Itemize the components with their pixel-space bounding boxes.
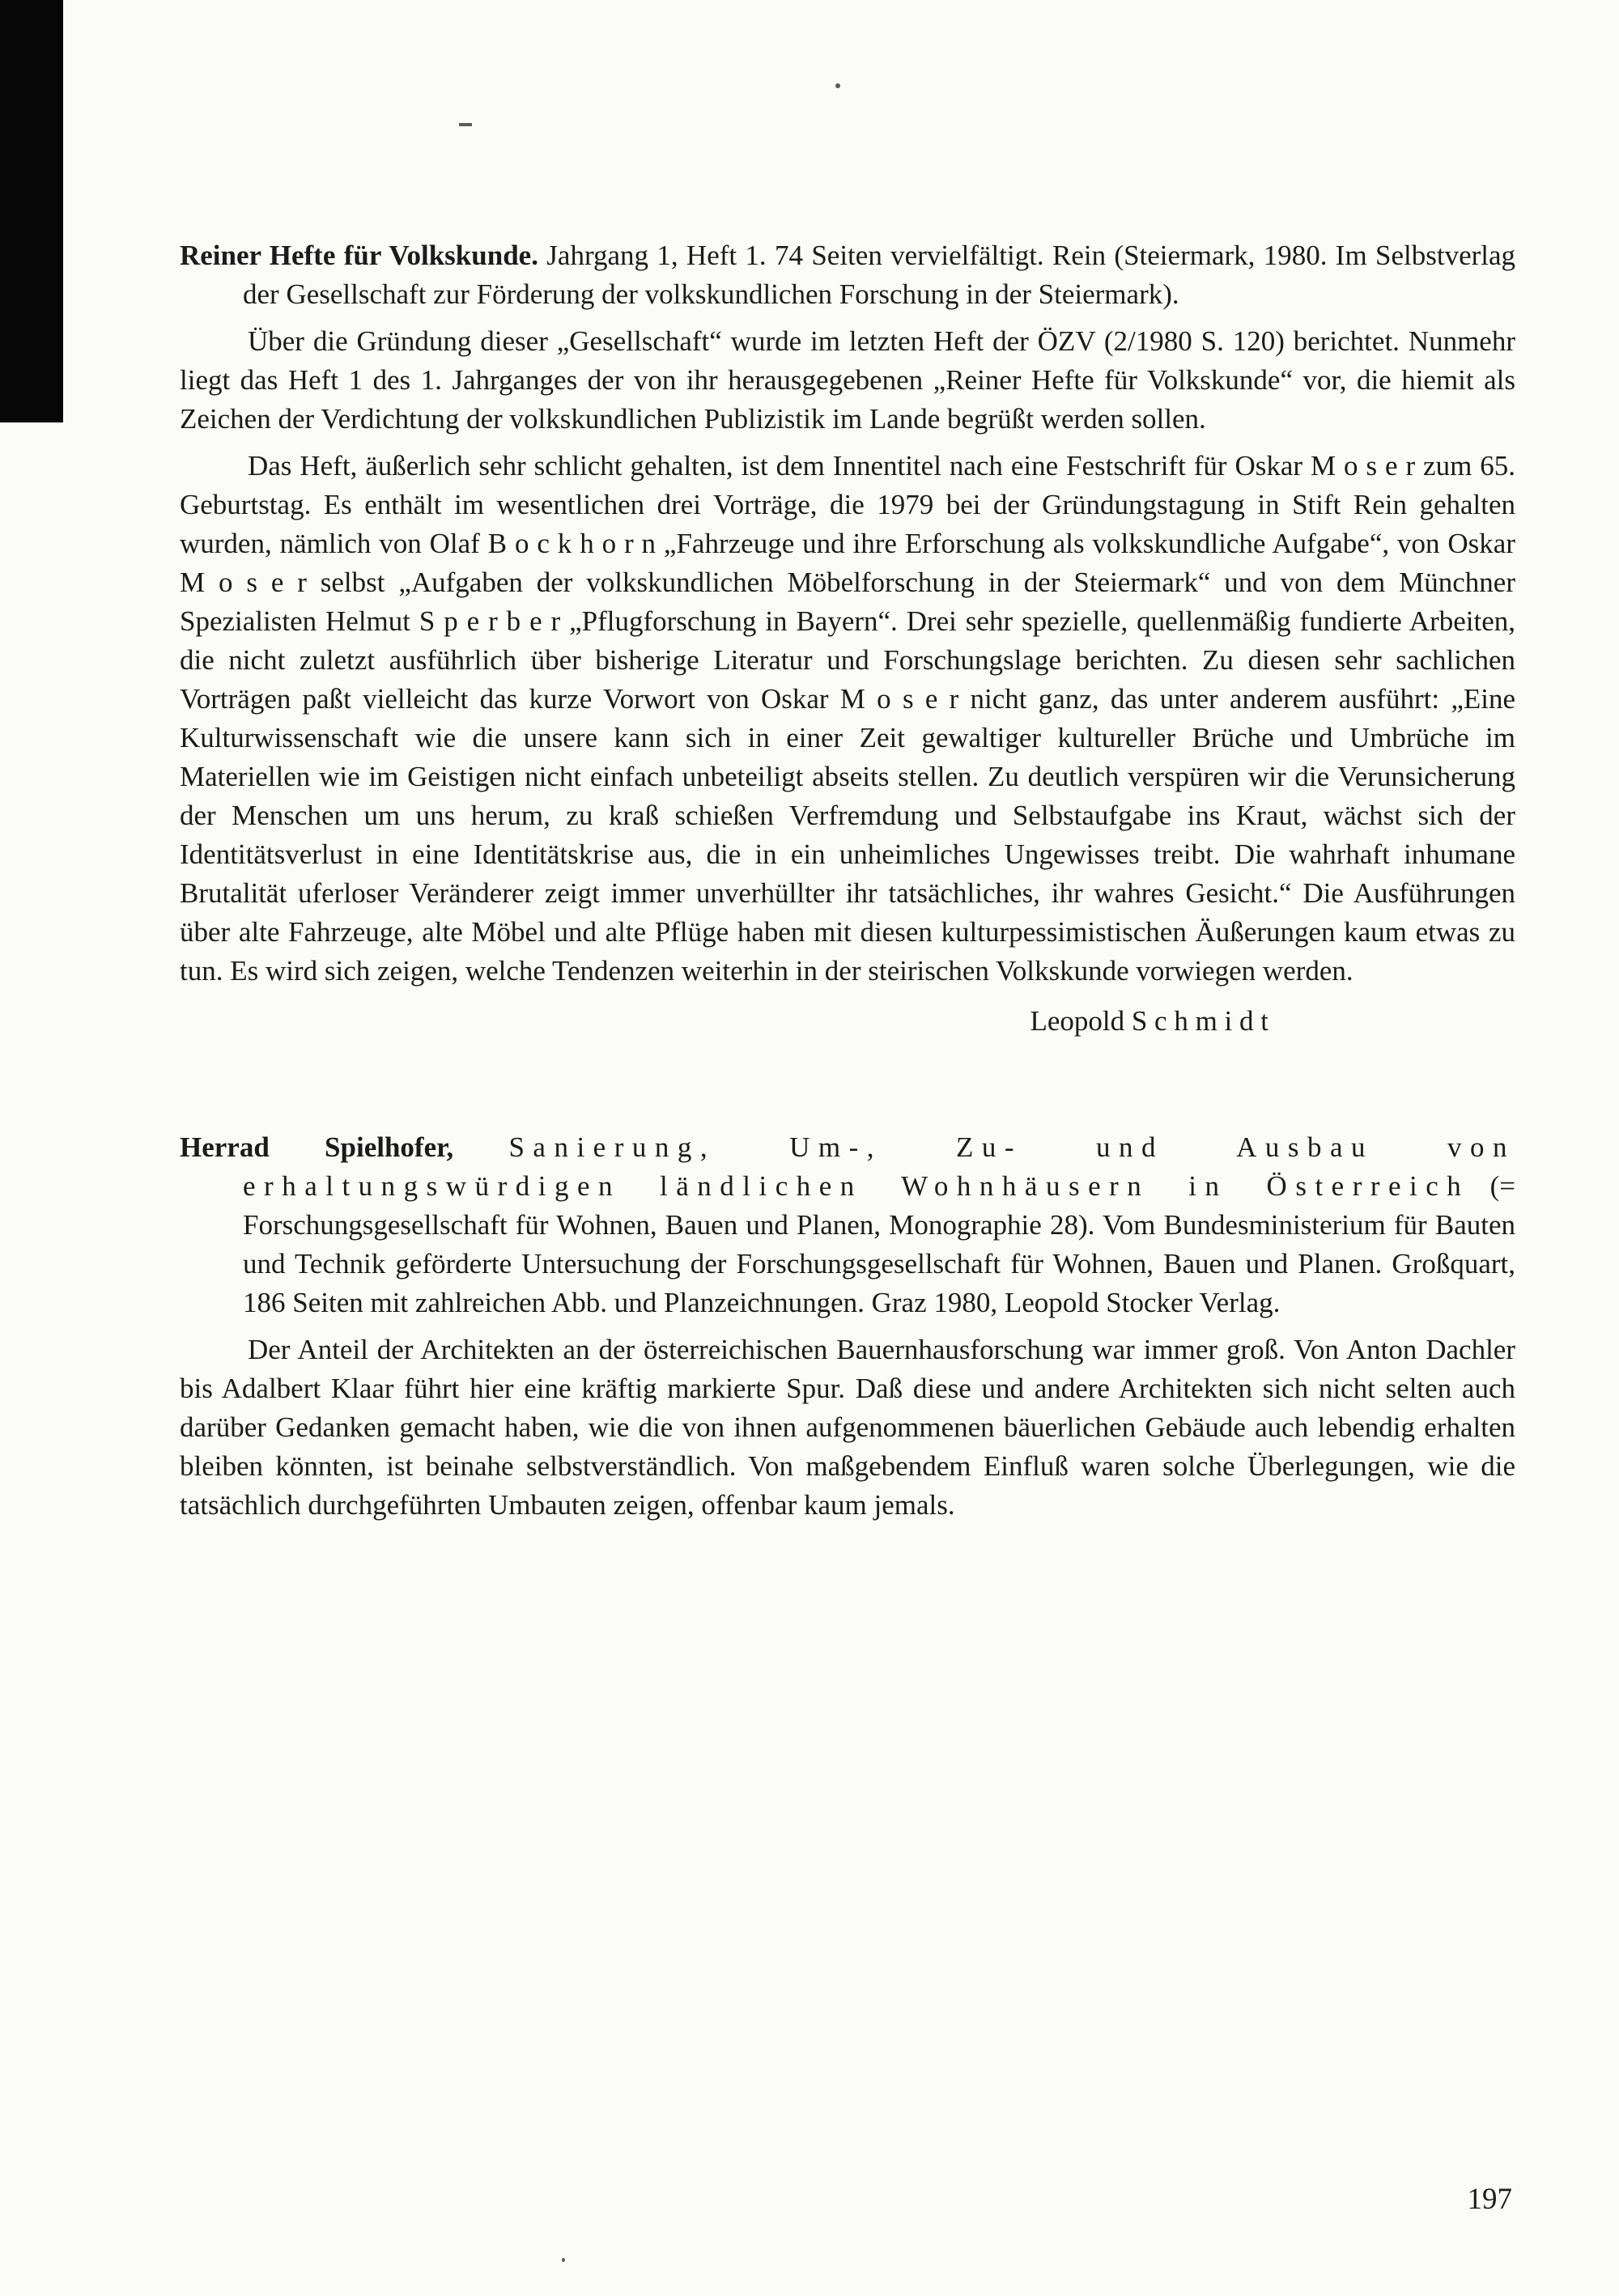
scan-speck xyxy=(562,2258,565,2262)
entry-author-bold: Herrad Spielhofer, xyxy=(180,1131,454,1163)
review-paragraph: Über die Gründung dieser „Gesellschaft“ wurde im letzten Heft der ÖZV (2/1980 S. 120) berichtet. Nunmehr liegt das Heft 1 des 1. Jahrganges der von ihr herausgegebenen „Reiner Hefte für Volkskunde“ vor, die hiemit als Zeichen der Verdichtung der volkskundlichen Publizistik im Lande begrüßt werden sollen. xyxy=(180,325,1515,435)
page-content xyxy=(180,236,1515,1525)
entry-details: Jahrgang 1, Heft 1. 74 Seiten vervielfältigt. Rein (Steiermark, 1980. Im Selbstverlag der Gesellschaft zur Förderung der volkskundlichen Forschung in der Steiermark). xyxy=(243,240,1516,310)
review-paragraph: Das Heft, äußerlich sehr schlicht gehalten, ist dem Innentitel nach eine Festschrift für Oskar M o s e r zum 65. Geburtstag. Es enthält im wesentlichen drei Vorträge, die 1979 bei der Gründungstagung in Stift Rein gehalten wurden, nämlich von Olaf B o c k h o r n „Fahrzeuge und ihre Erforschung als volkskundliche Aufgabe“, von Oskar M o s e r selbst „Aufgaben der volkskundlichen Möbelforschung in der Steiermark“ und von dem Münchner Spezialisten Helmut S p e r b e r „Pflugforschung in Bayern“. Drei sehr spezielle, quellenmäßig fundierte Arbeiten, die nicht zuletzt ausführlich über bisherige Literatur und Forschungslage berichten. Zu diesen sehr sachlichen Vorträgen paßt vielleicht das kurze Vorwort von Oskar M o s e r nicht ganz, das unter anderem ausführt: „Eine Kulturwissenschaft wie die unsere kann sich in einer Zeit gewaltiger kultureller Brüche und Umbrüche im Materiellen wie im Geistigen nicht einfach unbeteiligt abseits stellen. Zu deutlich verspüren wir die Verunsicherung der Menschen um uns herum, zu kraß schießen Verfremdung und Selbstaufgabe ins Kraut, wächst sich der Identitätsverlust in eine Identitätskrise aus, die in ein unheimliches Ungewisses treibt. Die wahrhaft inhumane Brutalität uferloser Veränderer zeigt immer unverhüllter ihr tatsächliches, ihr wahres Gesicht.“ Die Ausführungen über alte Fahrzeuge, alte Möbel und alte Pflüge haben mit diesen kulturpessimistischen Äußerungen kaum etwas zu tun. Es wird sich zeigen, welche Tendenzen weiterhin in der steirischen Volkskunde vorwiegen werden. xyxy=(180,450,1515,987)
bibliographic-heading xyxy=(180,1128,1515,1322)
review-paragraph: Der Anteil der Architekten an der österreichischen Bauernhausforschung war immer groß. Von Anton Dachler bis Adalbert Klaar führt hier eine kräftig markierte Spur. Daß diese und andere Architekten sich nicht selten auch darüber Gedanken gemacht haben, wie die von ihnen aufgenommenen bäuerlichen Gebäude auch lebendig erhalten bleiben könnten, ist beinahe selbstverständlich. Von maßgebendem Einfluß waren solche Überlegungen, wie die tatsächlich durchgeführten Umbauten zeigen, offenbar kaum jemals. xyxy=(180,1334,1515,1521)
bibliographic-heading xyxy=(180,236,1515,314)
page-number: 197 xyxy=(1467,2183,1512,2216)
scan-speck xyxy=(459,123,472,126)
scan-artifact-bar xyxy=(0,0,63,422)
entry-title-letterspaced: Sanierung, Um-, Zu- und Ausbau von erhaltungswürdigen ländlichen Wohnhäusern in Österreich xyxy=(243,1131,1516,1202)
review-entry-spielhofer xyxy=(180,1128,1515,1525)
entry-title-bold: Reiner Hefte für Volkskunde. xyxy=(180,240,538,271)
entry-details: (= Forschungsgesellschaft für Wohnen, Bauen und Planen, Monographie 28). Vom Bundesministerium für Bauten und Technik geförderte Untersuchung der Forschungsgesellschaft für Wohnen, Bauen und Planen. Großquart, 186 Seiten mit zahlreichen Abb. und Planzeichnungen. Graz 1980, Leopold Stocker Verlag. xyxy=(243,1170,1515,1318)
scan-speck xyxy=(835,83,840,88)
reviewer-signature: Leopold S c h m i d t xyxy=(1030,1005,1268,1037)
review-entry-reiner-hefte xyxy=(180,236,1515,1041)
